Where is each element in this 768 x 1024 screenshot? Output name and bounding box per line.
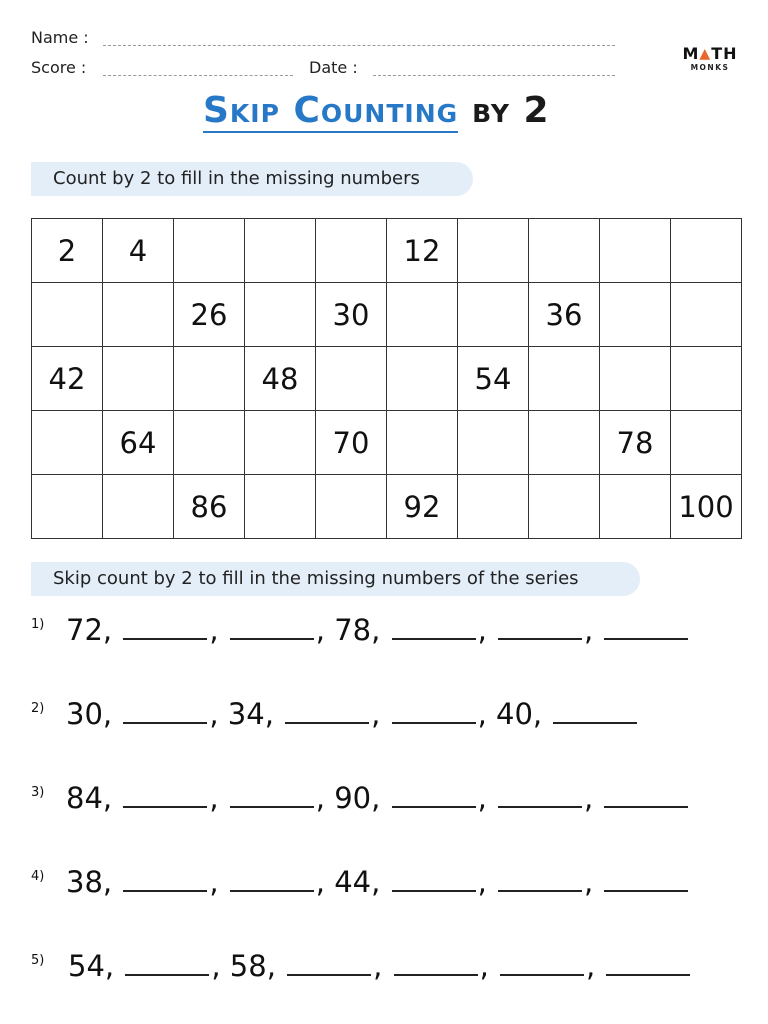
logo-wordmark: M▲TH <box>682 44 738 63</box>
answer-blank[interactable] <box>287 954 371 976</box>
instruction-2: Skip count by 2 to fill in the missing numbers of the series <box>31 562 640 596</box>
grid-cell-blank[interactable] <box>316 219 387 283</box>
comma-separator: , <box>371 697 390 731</box>
question-number: 3) <box>31 785 45 800</box>
comma-separator: , <box>477 697 496 731</box>
logo-subtitle: MONKS <box>690 63 730 72</box>
grid-cell-blank[interactable] <box>600 475 671 539</box>
comma-separator: , <box>371 781 390 815</box>
triangle-icon: ▲ <box>699 46 712 62</box>
comma-separator: , <box>266 949 286 983</box>
answer-blank[interactable] <box>230 870 314 892</box>
question-number: 1) <box>31 617 45 632</box>
series-row <box>66 613 690 647</box>
grid-cell-blank[interactable] <box>174 347 245 411</box>
question-number: 4) <box>31 869 45 884</box>
grid-cell-blank[interactable] <box>671 283 742 347</box>
answer-blank[interactable] <box>606 954 690 976</box>
title-by-2: by 2 <box>472 90 550 131</box>
score-label: Score : <box>31 58 87 77</box>
page-title <box>203 90 550 131</box>
grid-cell-blank[interactable] <box>316 475 387 539</box>
comma-separator: , <box>371 613 390 647</box>
grid-cell-blank[interactable] <box>245 411 316 475</box>
grid-cell-blank[interactable] <box>32 411 103 475</box>
title-skip-counting: Skip Counting <box>203 90 459 131</box>
comma-separator: , <box>477 613 496 647</box>
answer-blank[interactable] <box>604 786 688 808</box>
series-row <box>68 949 692 983</box>
comma-separator: , <box>102 781 122 815</box>
date-field[interactable] <box>373 75 615 76</box>
grid-cell-blank[interactable] <box>387 283 458 347</box>
answer-blank[interactable] <box>392 702 476 724</box>
grid-cell-blank[interactable] <box>174 219 245 283</box>
answer-blank[interactable] <box>123 702 207 724</box>
answer-blank[interactable] <box>394 954 478 976</box>
comma-separator: , <box>477 781 496 815</box>
grid-cell-blank[interactable] <box>529 411 600 475</box>
grid-cell-blank[interactable] <box>245 219 316 283</box>
answer-blank[interactable] <box>123 786 207 808</box>
grid-cell: 70 <box>316 411 387 475</box>
grid-cell: 26 <box>174 283 245 347</box>
answer-blank[interactable] <box>498 786 582 808</box>
comma-separator: , <box>584 781 603 815</box>
series-number: 40 <box>496 697 533 731</box>
answer-blank[interactable] <box>392 786 476 808</box>
series-number: 30 <box>66 697 103 731</box>
grid-cell-blank[interactable] <box>529 219 600 283</box>
grid-cell: 4 <box>103 219 174 283</box>
comma-separator: , <box>584 865 603 899</box>
comma-separator: , <box>102 697 122 731</box>
grid-cell-blank[interactable] <box>174 411 245 475</box>
answer-blank[interactable] <box>498 870 582 892</box>
answer-blank[interactable] <box>604 870 688 892</box>
grid-row <box>32 475 742 539</box>
comma-separator: , <box>315 781 335 815</box>
series-number: 34 <box>227 697 265 731</box>
series-row <box>66 781 690 815</box>
grid-cell-blank[interactable] <box>671 411 742 475</box>
grid-cell-blank[interactable] <box>600 347 671 411</box>
answer-blank[interactable] <box>230 618 314 640</box>
name-field[interactable] <box>103 45 615 46</box>
answer-blank[interactable] <box>230 786 314 808</box>
series-row <box>66 865 690 899</box>
instruction-1: Count by 2 to fill in the missing numbers <box>31 162 473 196</box>
series-number: 38 <box>66 865 103 899</box>
question-number: 2) <box>31 701 45 716</box>
grid-cell-blank[interactable] <box>316 347 387 411</box>
grid-row <box>32 283 742 347</box>
grid-cell-blank[interactable] <box>671 347 742 411</box>
answer-blank[interactable] <box>125 954 209 976</box>
answer-blank[interactable] <box>392 618 476 640</box>
grid-cell: 36 <box>529 283 600 347</box>
answer-blank[interactable] <box>500 954 584 976</box>
grid-cell: 86 <box>174 475 245 539</box>
comma-separator: , <box>209 865 228 899</box>
grid-cell-blank[interactable] <box>103 283 174 347</box>
comma-separator: , <box>373 949 392 983</box>
series-number: 78 <box>334 613 372 647</box>
answer-blank[interactable] <box>392 870 476 892</box>
grid-cell-blank[interactable] <box>245 475 316 539</box>
comma-separator: , <box>584 613 603 647</box>
grid-cell-blank[interactable] <box>32 475 103 539</box>
grid-cell: 48 <box>245 347 316 411</box>
series-number: 84 <box>66 781 103 815</box>
comma-separator: , <box>315 865 335 899</box>
number-grid <box>31 218 742 539</box>
comma-separator: , <box>315 613 335 647</box>
grid-cell: 92 <box>387 475 458 539</box>
comma-separator: , <box>211 949 230 983</box>
grid-cell: 78 <box>600 411 671 475</box>
grid-cell-blank[interactable] <box>529 475 600 539</box>
comma-separator: , <box>532 697 552 731</box>
grid-cell: 42 <box>32 347 103 411</box>
comma-separator: , <box>479 949 498 983</box>
answer-blank[interactable] <box>285 702 369 724</box>
date-label: Date : <box>309 58 358 77</box>
question-number: 5) <box>31 953 45 968</box>
comma-separator: , <box>371 865 390 899</box>
comma-separator: , <box>102 613 122 647</box>
comma-separator: , <box>477 865 496 899</box>
grid-cell: 100 <box>671 475 742 539</box>
grid-cell: 12 <box>387 219 458 283</box>
grid-cell-blank[interactable] <box>32 283 103 347</box>
grid-cell-blank[interactable] <box>600 283 671 347</box>
grid-row <box>32 347 742 411</box>
grid-row <box>32 411 742 475</box>
grid-cell: 54 <box>458 347 529 411</box>
grid-row <box>32 219 742 283</box>
series-number: 54 <box>68 949 105 983</box>
series-number: 44 <box>334 865 372 899</box>
comma-separator: , <box>209 781 228 815</box>
comma-separator: , <box>102 865 122 899</box>
grid-cell: 30 <box>316 283 387 347</box>
grid-cell-blank[interactable] <box>387 347 458 411</box>
grid-cell-blank[interactable] <box>671 219 742 283</box>
grid-cell-blank[interactable] <box>103 475 174 539</box>
answer-blank[interactable] <box>604 618 688 640</box>
answer-blank[interactable] <box>123 618 207 640</box>
grid-cell-blank[interactable] <box>103 347 174 411</box>
grid-cell-blank[interactable] <box>458 411 529 475</box>
grid-cell: 64 <box>103 411 174 475</box>
comma-separator: , <box>264 697 284 731</box>
series-number: 58 <box>229 949 267 983</box>
comma-separator: , <box>104 949 124 983</box>
grid-cell-blank[interactable] <box>529 347 600 411</box>
grid-cell-blank[interactable] <box>458 283 529 347</box>
comma-separator: , <box>209 613 228 647</box>
series-number: 72 <box>66 613 103 647</box>
comma-separator: , <box>586 949 605 983</box>
series-row <box>66 697 639 731</box>
score-field[interactable] <box>103 75 293 76</box>
comma-separator: , <box>209 697 228 731</box>
grid-cell-blank[interactable] <box>458 475 529 539</box>
grid-cell-blank[interactable] <box>600 219 671 283</box>
grid-cell-blank[interactable] <box>387 411 458 475</box>
series-number: 90 <box>334 781 372 815</box>
answer-blank[interactable] <box>553 702 637 724</box>
answer-blank[interactable] <box>123 870 207 892</box>
grid-cell-blank[interactable] <box>458 219 529 283</box>
grid-cell: 2 <box>32 219 103 283</box>
answer-blank[interactable] <box>498 618 582 640</box>
grid-cell-blank[interactable] <box>245 283 316 347</box>
math-monks-logo <box>680 44 740 72</box>
name-label: Name : <box>31 28 89 47</box>
